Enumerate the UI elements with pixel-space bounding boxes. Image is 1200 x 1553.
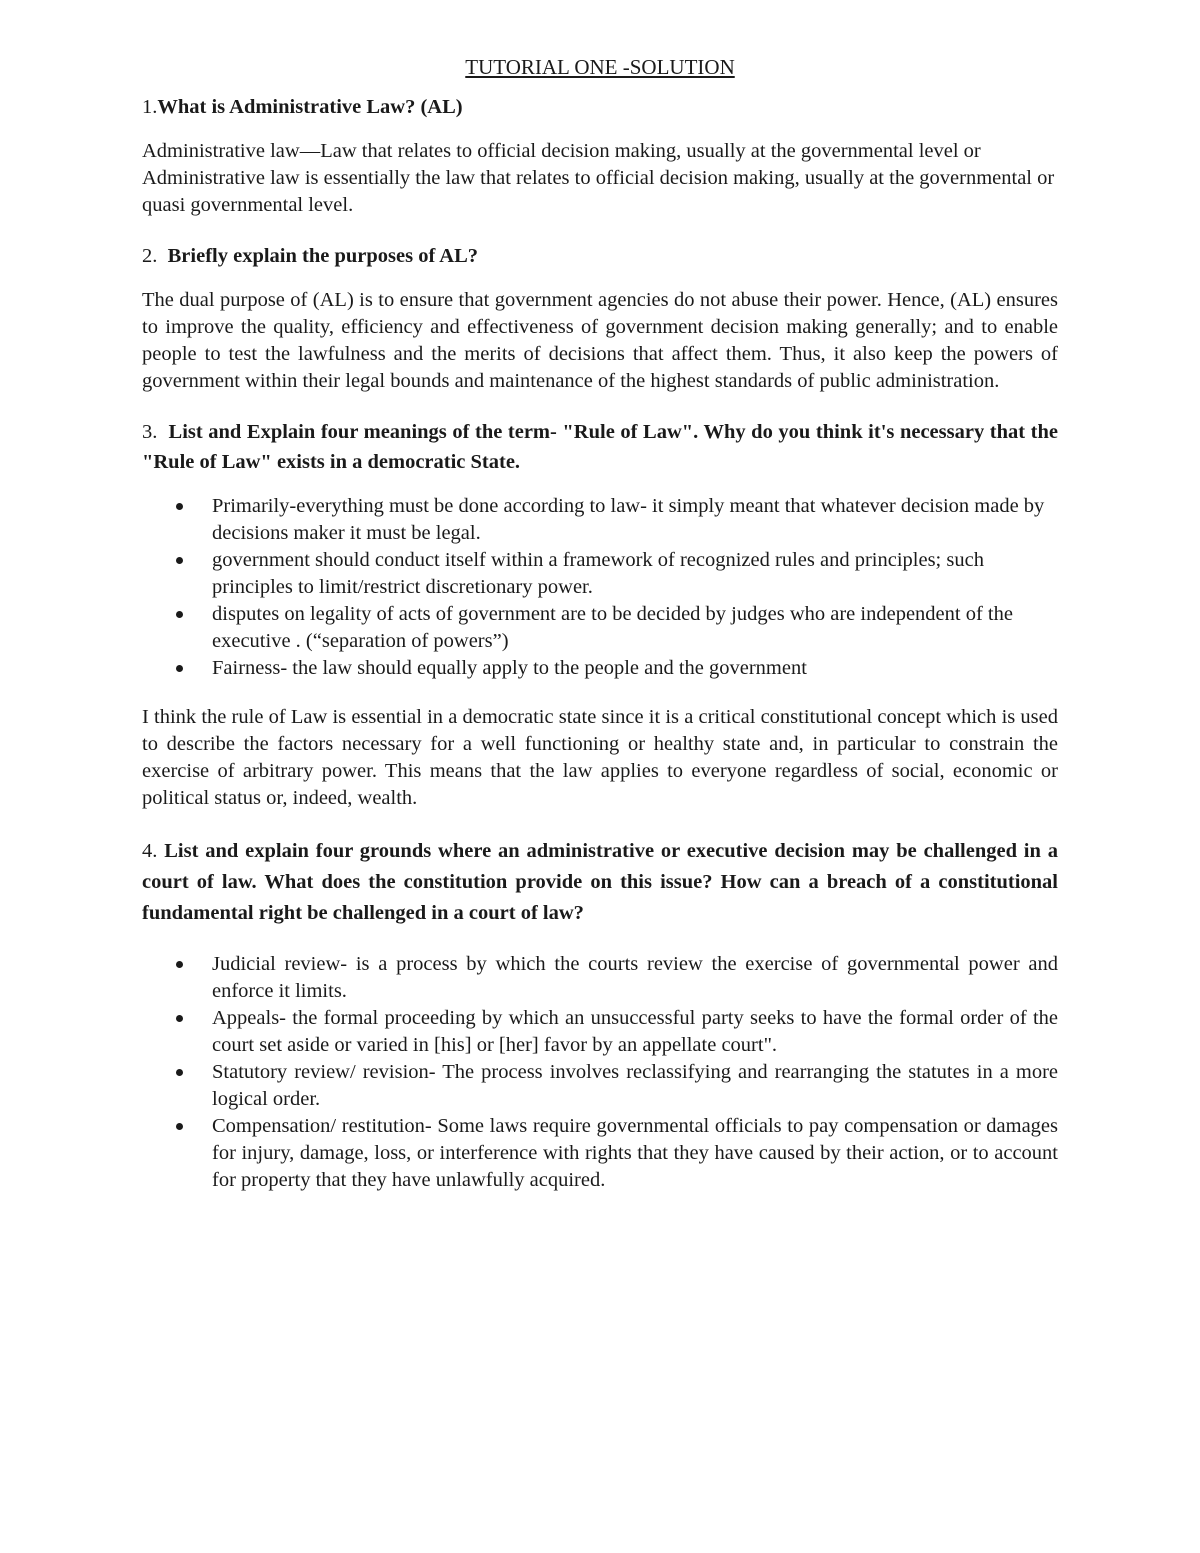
answer-1: Administrative law—Law that relates to official decision making, usually at the governmental level or Administrative law is essentially the law that relates to official decision making, usually at the governmental or quasi governmental level. — [142, 140, 1055, 216]
document-page — [142, 52, 1058, 1194]
question-3-text: List and Explain four meanings of the term- "Rule of Law". Why do you think it's necessary that the "Rule of Law" exists in a democratic State. — [142, 421, 1058, 473]
question-1 — [142, 92, 1058, 122]
question-2-number: 2. — [142, 245, 158, 267]
question-3-number: 3. — [142, 421, 158, 443]
question-4-text: List and explain four grounds where an administrative or executive decision may be challenged in a court of law. What does the constitution provide on this issue? How can a breach of a constitutional fundamental right be challenged in a court of law? — [142, 840, 1058, 924]
list-item: disputes on legality of acts of government are to be decided by judges who are independent of the executive . (“separation of powers”) — [212, 601, 1058, 655]
answer-2: The dual purpose of (AL) is to ensure that government agencies do not abuse their power. Hence, (AL) ensures to improve the quality, efficiency and effectiveness of government decision making generally; and to enable people to test the lawfulness and the merits of decisions that affect them. Thus, it also keep the powers of government within their legal bounds and maintenance of the highest standards of public administration. — [142, 289, 1058, 392]
list-item: Fairness- the law should equally apply to the people and the government — [212, 655, 1058, 682]
document-title: TUTORIAL ONE -SOLUTION — [465, 55, 735, 79]
list-item: government should conduct itself within a framework of recognized rules and principles; such principles to limit/restrict discretionary power. — [212, 547, 1058, 601]
question-3-bullet-list — [142, 493, 1058, 682]
bullet-icon — [176, 961, 183, 968]
question-3 — [142, 417, 1058, 477]
list-item: Primarily-everything must be done according to law- it simply meant that whatever decision made by decisions maker it must be legal. — [212, 493, 1058, 547]
question-4 — [142, 836, 1058, 929]
list-item: Appeals- the formal proceeding by which an unsuccessful party seeks to have the formal order of the court set aside or varied in [his] or [her] favor by an appellate court". — [212, 1005, 1058, 1059]
bullet-icon — [176, 665, 183, 672]
bullet-icon — [176, 503, 183, 510]
question-2-text: Briefly explain the purposes of AL? — [167, 245, 478, 267]
bullet-icon — [176, 1123, 183, 1130]
answer-3: I think the rule of Law is essential in a democratic state since it is a critical constitutional concept which is used to describe the factors necessary for a well functioning or healthy state and, in particular to constrain the exercise of arbitrary power. This means that the law applies to everyone regardless of social, economic or political status or, indeed, wealth. — [142, 706, 1058, 809]
question-4-number: 4. — [142, 840, 158, 862]
question-1-number: 1. — [142, 96, 158, 118]
list-item: Statutory review/ revision- The process involves reclassifying and rearranging the statutes in a more logical order. — [212, 1059, 1058, 1113]
question-1-text: What is Administrative Law? (AL) — [157, 96, 463, 118]
bullet-icon — [176, 611, 183, 618]
question-4-bullet-list — [142, 951, 1058, 1194]
bullet-icon — [176, 557, 183, 564]
bullet-icon — [176, 1069, 183, 1076]
question-2 — [142, 241, 1058, 271]
list-item: Judicial review- is a process by which the courts review the exercise of governmental power and enforce it limits. — [212, 951, 1058, 1005]
bullet-icon — [176, 1015, 183, 1022]
list-item: Compensation/ restitution- Some laws require governmental officials to pay compensation or damages for injury, damage, loss, or interference with rights that they have caused by their action, or to account for property that they have unlawfully acquired. — [212, 1113, 1058, 1194]
